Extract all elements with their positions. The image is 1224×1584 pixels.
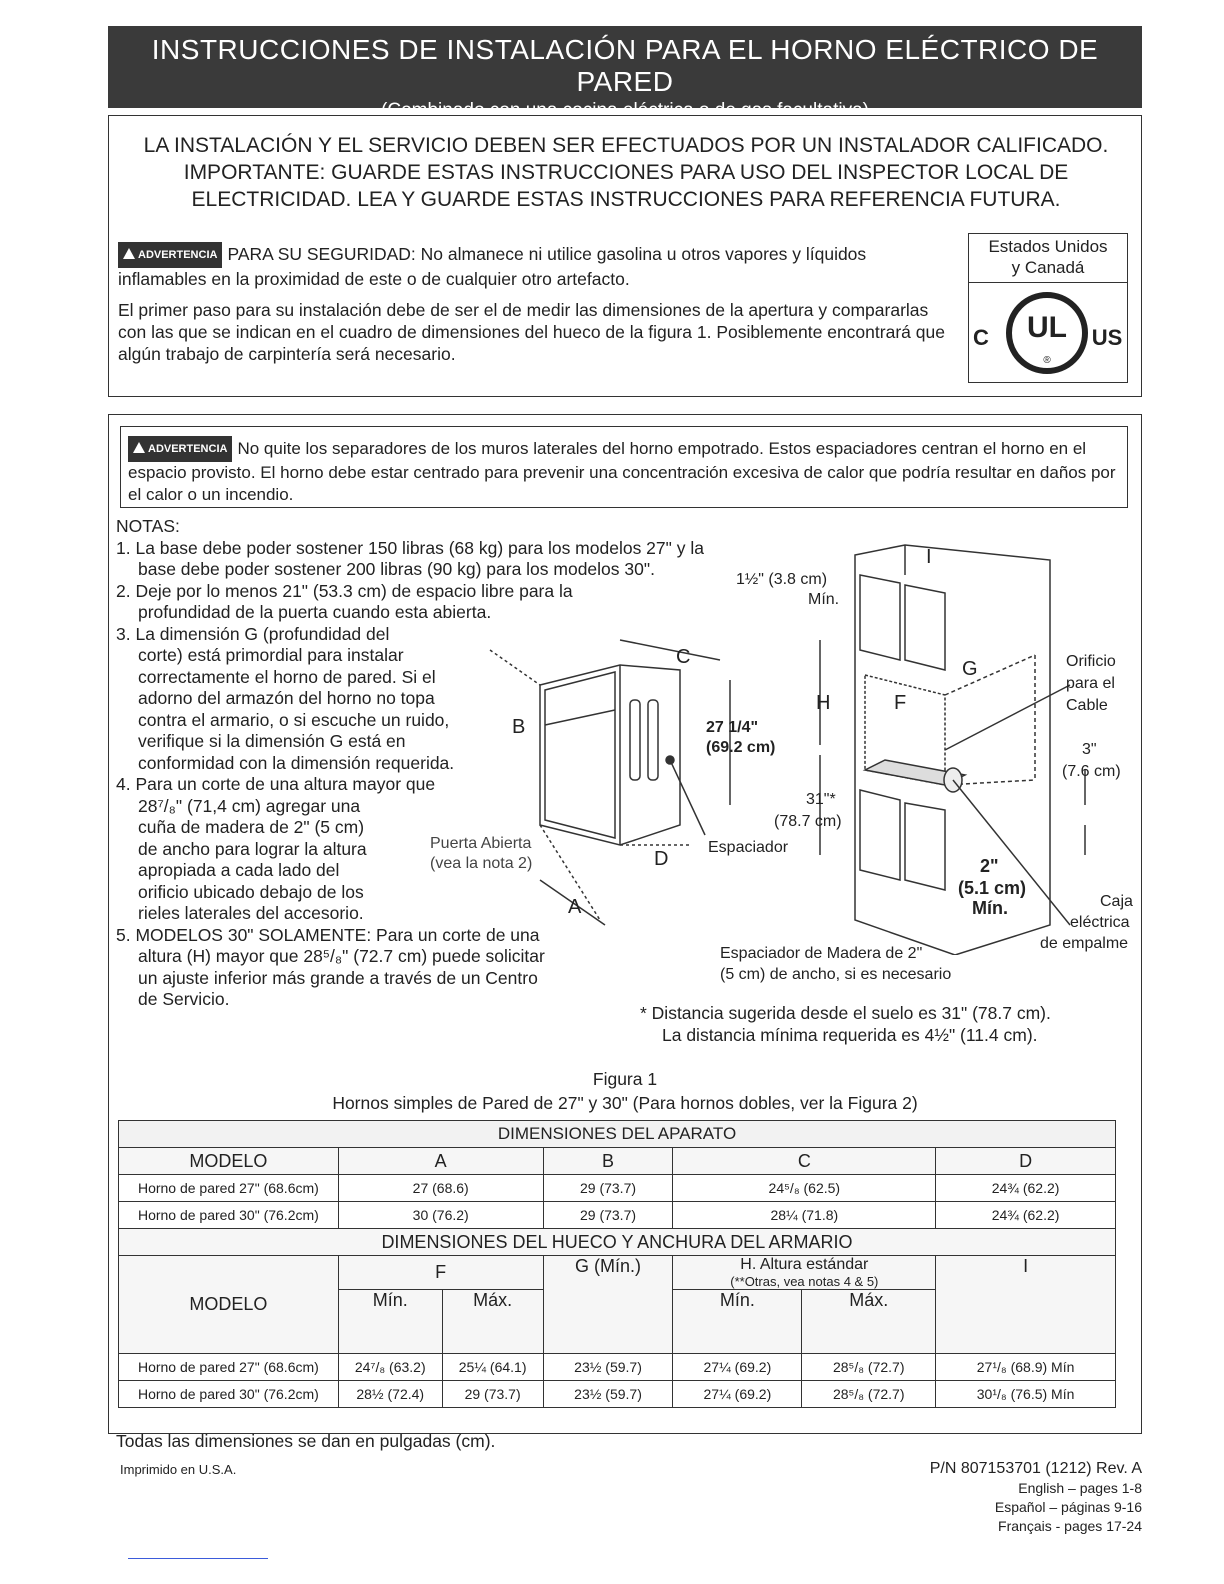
table-cell: Horno de pared 27" (68.6cm): [119, 1175, 339, 1202]
col-header: Máx.: [442, 1290, 543, 1354]
note-3-cont: contra el armario, o si escuche un ruido,: [138, 709, 450, 730]
table-cell: 27¹/₈ (68.9) Mín: [936, 1354, 1116, 1381]
notice-line-1: LA INSTALACIÓN Y EL SERVICIO DEBEN SER EFECTUADOS POR UN INSTALADOR CALIFICADO.: [143, 134, 1109, 157]
table-note: Todas las dimensiones se dan en pulgadas (cm).: [116, 1431, 496, 1451]
footer-rule: [128, 1558, 268, 1559]
page-title: INSTRUCCIONES DE INSTALACIÓN PARA EL HORNO ELÉCTRICO DE PARED: [151, 34, 1099, 97]
height-header: H. Altura estándar: [740, 1256, 869, 1273]
note-2-cont: profundidad de la puerta cuando esta abierta.: [138, 602, 492, 622]
dimension-d-label: D: [654, 848, 669, 870]
col-header: A: [338, 1148, 543, 1175]
table-cell: Horno de pared 27" (68.6cm): [119, 1354, 339, 1381]
note-1-cont: base debe poder sostener 200 libras (90 kg) para los modelos 30".: [138, 559, 655, 579]
note-3-cont: verifique si la dimensión G está en: [138, 731, 406, 751]
table-cell: Horno de pared 30" (76.2cm): [119, 1202, 339, 1229]
oven-diagram: [480, 630, 810, 930]
table-cell: 28⁵/₈ (72.7): [802, 1354, 936, 1381]
dimension-i-label: I: [926, 546, 932, 568]
oven-height-cm: (69.2 cm): [706, 739, 776, 756]
first-step-paragraph: El primer paso para su instalación debe de ser el de medir las dimensiones de la apertura y compararlas con las que se indican en el cuadro de dimensiones del hueco de la figura 1. Posiblemente encontrará que algún trabajo de carpintería será necesario.: [118, 300, 945, 364]
top-gap-min: Mín.: [808, 591, 840, 608]
note-4-cont: 28⁷/₈" (71,4 cm) agregar una: [138, 795, 361, 816]
note-5-cont: de Servicio.: [138, 989, 230, 1009]
notice-line-2: IMPORTANTE: GUARDE ESTAS INSTRUCCIONES PARA USO DEL INSPECTOR LOCAL DE: [183, 161, 1069, 184]
note-4-cont: cuña de madera de 2" (5 cm): [138, 817, 365, 837]
col-header: D: [936, 1148, 1116, 1175]
note-2: 2. Deje por lo menos 21" (53.3 cm) de espacio libre para la: [116, 580, 573, 601]
notes-title: NOTAS:: [116, 516, 180, 536]
dimension-h-label: H: [816, 692, 831, 714]
ul-c-mark: C: [973, 325, 989, 350]
ul-registered: ®: [1043, 355, 1051, 366]
note-3-cont: conformidad con la dimensión requerida.: [138, 752, 455, 773]
dimension-f-label: F: [894, 692, 907, 714]
table-cell: 24¾ (62.2): [936, 1175, 1116, 1202]
ul-us-mark: US: [1091, 325, 1123, 350]
note-3: 3. La dimensión G (profundidad del: [116, 623, 390, 644]
note-5-cont: altura (H) mayor que 28⁵/₈" (72.7 cm) puede solicitar: [138, 946, 545, 966]
spanish-pages: Español – páginas 9-16: [994, 1499, 1142, 1515]
table-cell: 29 (73.7): [442, 1381, 543, 1408]
notice-line-3: ELECTRICIDAD. LEA Y GUARDE ESTAS INSTRUCCIONES PARA REFERENCIA FUTURA.: [191, 188, 1061, 211]
col-header: I: [936, 1256, 1116, 1354]
junction-box-label-2: eléctrica: [1070, 914, 1130, 931]
table-row: [119, 1202, 1116, 1229]
table-cell: 30 (76.2): [338, 1202, 543, 1229]
dimension-c-label: C: [676, 646, 691, 668]
table-cell: 28¼ (71.8): [673, 1202, 936, 1229]
ul-mark-text: UL: [1027, 311, 1067, 344]
wedge-label-1: Espaciador de Madera de 2": [720, 945, 923, 962]
dimension-a-label: A: [568, 896, 582, 918]
oven-body: [540, 665, 680, 845]
col-header: C: [673, 1148, 936, 1175]
english-pages: English – pages 1-8: [1018, 1480, 1142, 1496]
note-3-cont: adorno del armazón del horno no topa: [138, 688, 435, 708]
table-cell: 30¹/₈ (76.5) Mín: [936, 1381, 1116, 1408]
three-inch-label: 3": [1082, 741, 1097, 758]
certification-region: Estados Unidos y Canadá: [969, 234, 1127, 283]
table-cell: 25¼ (64.1): [442, 1354, 543, 1381]
floor-footnote-1: * Distancia sugerida desde el suelo es 31" (78.7 cm).: [640, 1003, 1051, 1023]
col-header: MODELO: [119, 1148, 339, 1175]
warning-badge: ADVERTENCIA: [128, 436, 232, 462]
french-pages: Français - pages 17-24: [998, 1518, 1142, 1534]
note-1: 1. La base debe poder sostener 150 libras (68 kg) para los modelos 27" y la: [116, 537, 704, 558]
col-header: B: [543, 1148, 673, 1175]
part-number: P/N 807153701 (1212) Rev. A: [929, 1460, 1142, 1477]
table-cell: 28½ (72.4): [338, 1381, 442, 1408]
floor-height-cm: (78.7 cm): [774, 813, 842, 830]
floor-height-in: 31"*: [806, 791, 836, 808]
two-inch-label: 2": [980, 856, 999, 876]
table-row: [119, 1175, 1116, 1202]
table-cell: 27¼ (69.2): [673, 1381, 802, 1408]
junction-box-label-3: de empalme: [1040, 935, 1129, 952]
junction-box-label-1: Caja: [1100, 893, 1133, 910]
spacer-label: Espaciador: [708, 839, 789, 856]
floor-footnote-2: La distancia mínima requerida es 4½" (11.4 cm).: [662, 1025, 1038, 1045]
table-cell: 28⁵/₈ (72.7): [802, 1381, 936, 1408]
ul-logo-icon: [969, 283, 1126, 383]
col-header: Mín.: [338, 1290, 442, 1354]
note-4-cont: orificio ubicado debajo de los: [138, 881, 364, 902]
spacer-warning-text: No quite los separadores de los muros laterales del horno empotrado. Estos espaciadores centran el horno en el espacio provisto. El horno debe estar centrado para prevenir una concentración excesiva de calor que podría resultar en daños por el calor o un incendio.: [128, 439, 1116, 504]
warning-triangle-icon: [133, 442, 145, 453]
col-header: G (Mín.): [543, 1256, 673, 1354]
table-cell: 27¼ (69.2): [673, 1354, 802, 1381]
printed-in: Imprimido en U.S.A.: [120, 1462, 237, 1477]
table-cell: 29 (73.7): [543, 1175, 673, 1202]
orifice-label-2: para el: [1066, 675, 1115, 692]
safety-text: PARA SU SEGURIDAD: No almanece ni utilice gasolina u otros vapores y líquidos inflamables en la proximidad de este o de cualquier otro artefacto.: [118, 244, 867, 289]
table-cell: 24⁷/₈ (63.2): [338, 1354, 442, 1381]
table-cell: 23½ (59.7): [543, 1354, 673, 1381]
installation-notice: [120, 132, 1132, 213]
page-subtitle: (Combinado con una cocina eléctrica o de gas facultativa): [381, 100, 869, 121]
oven-height-in: 27 1/4": [706, 719, 759, 736]
title-banner: [108, 26, 1142, 121]
door-open-label: Puerta Abierta: [430, 835, 532, 852]
note-5-cont: un ajuste inferior más grande a través de un Centro: [138, 967, 538, 988]
two-min-label: Mín.: [972, 898, 1008, 918]
col-header: Máx.: [802, 1290, 936, 1354]
table-cell: 29 (73.7): [543, 1202, 673, 1229]
certification-box: [968, 233, 1128, 383]
note-4-cont: rieles laterales del accesorio.: [138, 903, 364, 923]
three-cm-label: (7.6 cm): [1062, 763, 1121, 780]
note-4-cont: de ancho para lograr la altura: [138, 838, 367, 859]
note-4: 4. Para un corte de una altura mayor que: [116, 774, 436, 794]
table-cell: 24¾ (62.2): [936, 1202, 1116, 1229]
table-cell: 23½ (59.7): [543, 1381, 673, 1408]
col-header: MODELO: [119, 1256, 339, 1354]
spacer-warning: [128, 436, 1118, 506]
oven-door: [545, 672, 615, 838]
section-cutout-dimensions: DIMENSIONES DEL HUECO Y ANCHURA DEL ARMARIO: [119, 1229, 1116, 1256]
table-row: [119, 1354, 1116, 1381]
door-open-note: (vea la nota 2): [430, 855, 533, 872]
warning-badge: ADVERTENCIA: [118, 242, 222, 268]
two-cm-label: (5.1 cm): [958, 878, 1027, 898]
dimension-g-label: G: [962, 658, 978, 680]
dimensions-table: [118, 1120, 1116, 1408]
wedge-label-2: (5 cm) de ancho, si es necesario: [720, 966, 952, 983]
note-3-cont: corte) está primordial para instalar: [138, 645, 404, 665]
dimension-b-label: B: [512, 716, 526, 738]
warning-triangle-icon: [123, 248, 135, 259]
safety-paragraph: [118, 242, 950, 290]
col-header: [673, 1256, 936, 1290]
height-header-note: (**Otras, vea notas 4 & 5): [730, 1274, 879, 1289]
col-header: Mín.: [673, 1290, 802, 1354]
note-3-cont: correctamente el horno de pared. Si el: [138, 666, 436, 687]
note-4-cont: apropiada a cada lado del: [138, 860, 340, 880]
table-cell: Horno de pared 30" (76.2cm): [119, 1381, 339, 1408]
note-5: 5. MODELOS 30" SOLAMENTE: Para un corte de una: [116, 924, 540, 945]
table-cell: 24⁵/₈ (62.5): [673, 1175, 936, 1202]
table-cell: 27 (68.6): [338, 1175, 543, 1202]
col-header: F: [338, 1256, 543, 1290]
figure-subtitle: Hornos simples de Pared de 27" y 30" (Para hornos dobles, ver la Figura 2): [332, 1093, 918, 1113]
top-gap-label: 1½" (3.8 cm): [736, 571, 828, 588]
orifice-label-3: Cable: [1066, 697, 1108, 714]
table-row: [119, 1381, 1116, 1408]
section-appliance-dimensions: DIMENSIONES DEL APARATO: [119, 1121, 1116, 1148]
figure-title: Figura 1: [592, 1069, 658, 1089]
orifice-label-1: Orificio: [1066, 653, 1116, 670]
